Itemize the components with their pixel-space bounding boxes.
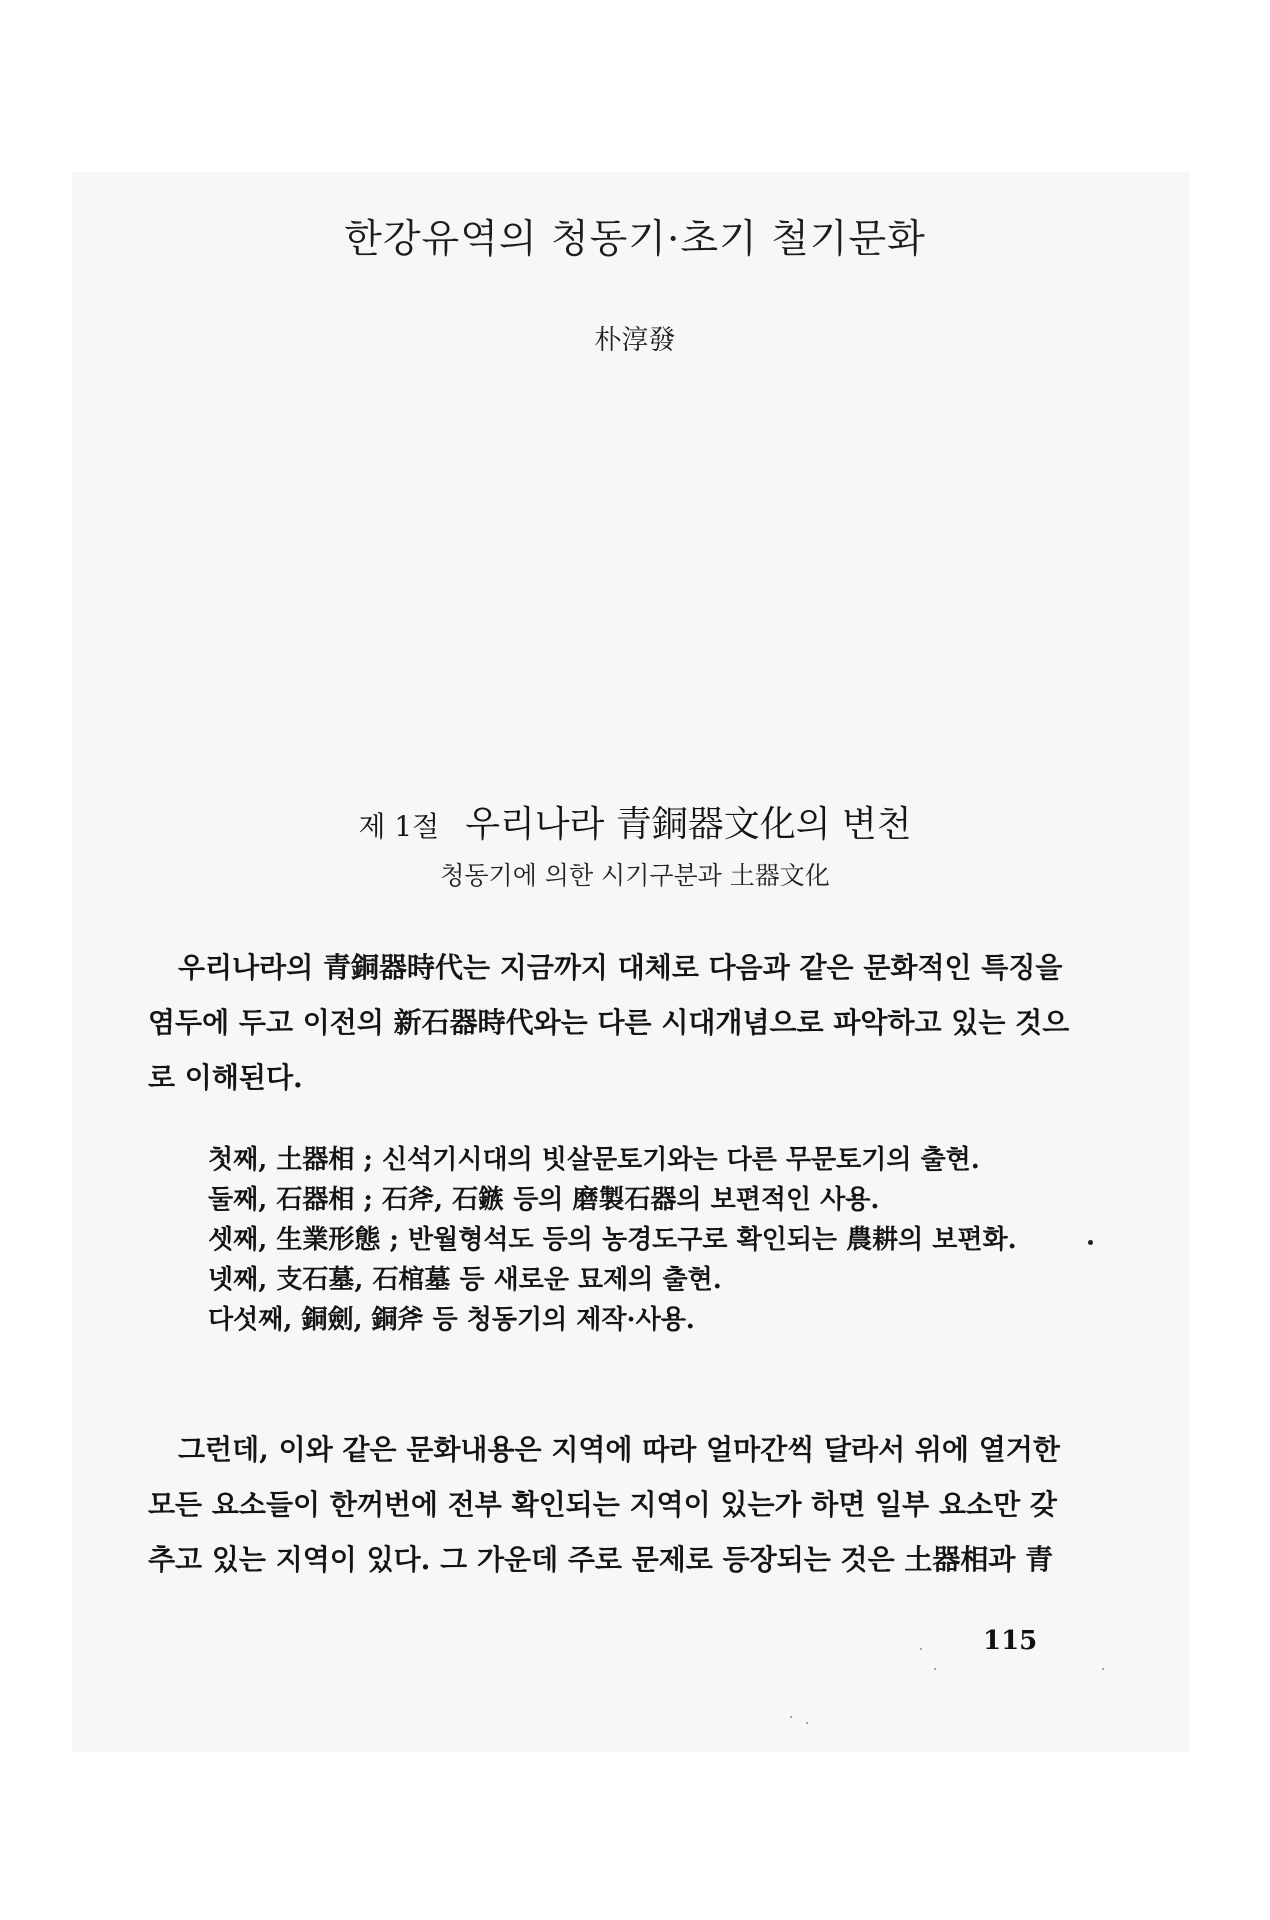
list-item: 셋째, 生業形態 ; 반월형석도 등의 농경도구로 확인되는 農耕의 보편화. bbox=[208, 1225, 1017, 1255]
list-item: 둘째, 石器相 ; 石斧, 石鏃 등의 磨製石器의 보편적인 사용. bbox=[208, 1185, 880, 1215]
paragraph-line: 모든 요소들이 한꺼번에 전부 확인되는 지역이 있는가 하면 일부 요소만 갖 bbox=[148, 1488, 1057, 1521]
author-name: 朴淳發 bbox=[594, 325, 676, 356]
scan-dust bbox=[806, 1722, 808, 1724]
scan-speck bbox=[1088, 1240, 1093, 1245]
section-number: 제 1절 bbox=[358, 810, 440, 843]
scan-dust bbox=[1102, 1668, 1104, 1670]
paragraph-line: 염두에 두고 이전의 新石器時代와는 다른 시대개념으로 파악하고 있는 것으 bbox=[148, 1006, 1070, 1039]
list-item: 다섯째, 銅劍, 銅斧 등 청동기의 제작·사용. bbox=[208, 1305, 695, 1335]
section-subtitle: 청동기에 의한 시기구분과 土器文化 bbox=[440, 861, 830, 890]
paragraph-line: 그런데, 이와 같은 문화내용은 지역에 따라 얼마간씩 달라서 위에 열거한 bbox=[178, 1433, 1060, 1466]
scan-dust bbox=[920, 1648, 922, 1650]
section-heading bbox=[0, 796, 1270, 847]
page-number: 115 bbox=[983, 1626, 1038, 1656]
page-title: 한강유역의 청동기·초기 철기문화 bbox=[344, 217, 926, 262]
paragraph-line: 추고 있는 지역이 있다. 그 가운데 주로 문제로 등장되는 것은 土器相과 青 bbox=[148, 1543, 1054, 1576]
list-item: 첫째, 土器相 ; 신석기시대의 빗살문토기와는 다른 무문토기의 출현. bbox=[208, 1145, 980, 1175]
paragraph-line: 우리나라의 青銅器時代는 지금까지 대체로 다음과 같은 문화적인 특징을 bbox=[178, 951, 1063, 984]
body-paragraph-2 bbox=[148, 1422, 1076, 1587]
scan-dust bbox=[934, 1668, 936, 1670]
list-item: 넷째, 支石墓, 石棺墓 등 새로운 묘제의 출현. bbox=[208, 1265, 722, 1295]
section-title: 우리나라 青銅器文化의 변천 bbox=[465, 804, 912, 845]
scan-dust bbox=[790, 1716, 792, 1718]
feature-list bbox=[208, 1140, 1088, 1340]
paragraph-line: 로 이해된다. bbox=[148, 1061, 303, 1094]
body-paragraph-1 bbox=[148, 940, 1076, 1105]
